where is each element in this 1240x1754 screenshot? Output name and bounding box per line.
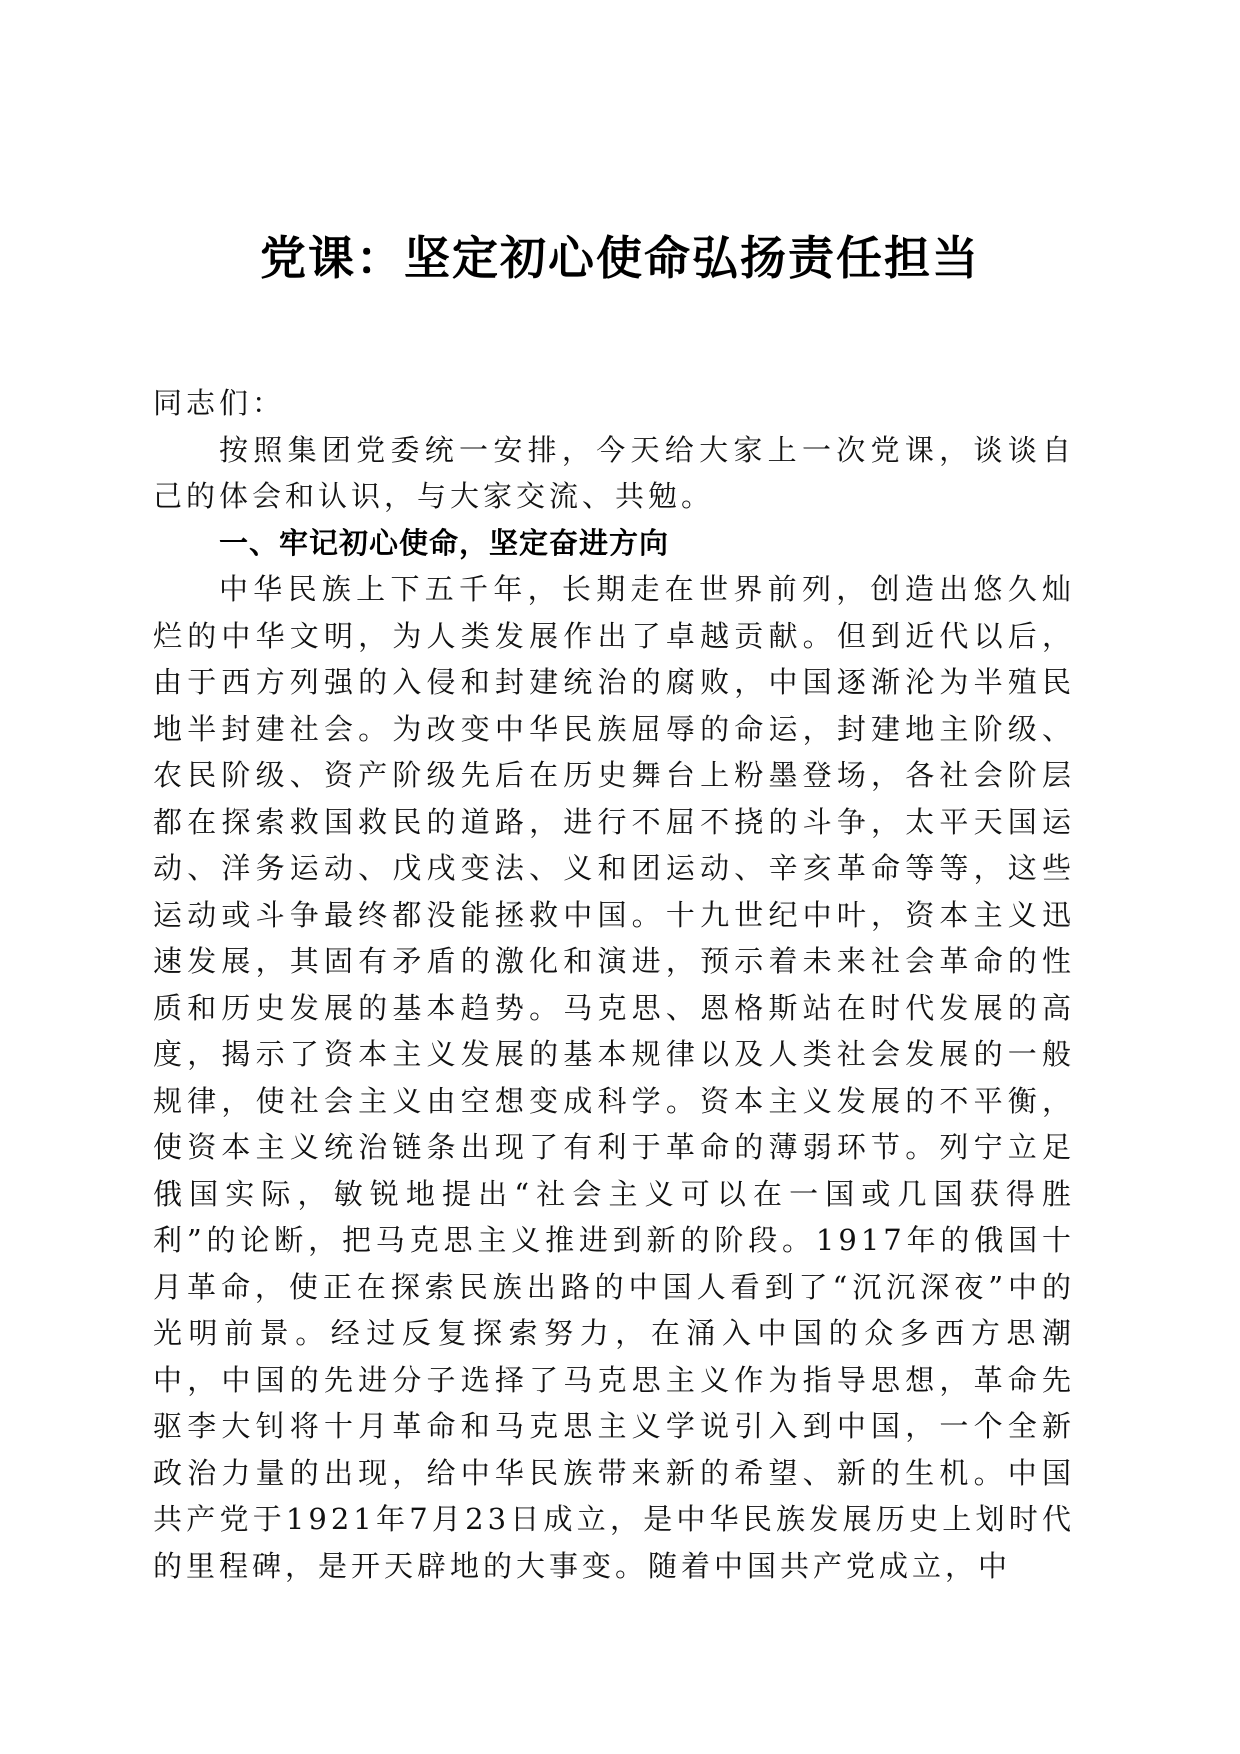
document-body — [153, 380, 1075, 1589]
section-heading: 一、牢记初心使命，坚定奋进方向 — [219, 525, 670, 560]
body-paragraph: 中华民族上下五千年，长期走在世界前列，创造出悠久灿烂的中华文明，为人类发展作出了卓越贡献。但到近代以后，由于西方列强的入侵和封建统治的腐败，中国逐渐沦为半殖民地半封建社会。为改变中华民族屈辱的命运，封建地主阶级、农民阶级、资产阶级先后在历史舞台上粉墨登场，各社会阶层都在探索救国救民的道路，进行不屈不挠的斗争，太平天国运动、洋务运动、戊戌变法、义和团运动、辛亥革命等等，这些运动或斗争最终都没能拯救中国。十九世纪中叶，资本主义迅速发展，其固有矛盾的激化和演进，预示着未来社会革命的性质和历史发展的基本趋势。马克思、恩格斯站在时代发展的高度，揭示了资本主义发展的基本规律以及人类社会发展的一般规律，使社会主义由空想变成科学。资本主义发展的不平衡，使资本主义统治链条出现了有利于革命的薄弱环节。列宁立足俄国实际，敏锐地提出“社会主义可以在一国或几国获得胜利”的论断，把马克思主义推进到新的阶段。1917年的俄国十月革命，使正在探索民族出路的中国人看到了“沉沉深夜”中的光明前景。经过反复探索努力，在涌入中国的众多西方思潮中，中国的先进分子选择了马克思主义作为指导思想，革命先驱李大钊将十月革命和马克思主义学说引入到中国，一个全新政治力量的出现，给中华民族带来新的希望、新的生机。中国共产党于1921年7月23日成立，是中华民族发展历史上划时代的里程碑，是开天辟地的大事变。随着中国共产党成立，中 — [153, 572, 1075, 1583]
salutation: 同志们： — [153, 386, 286, 420]
intro-paragraph: 按照集团党委统一安排，今天给大家上一次党课，谈谈自己的体会和认识，与大家交流、共勉。 — [153, 432, 1075, 513]
document-title: 党课：坚定初心使命弘扬责任担当 — [260, 231, 980, 285]
